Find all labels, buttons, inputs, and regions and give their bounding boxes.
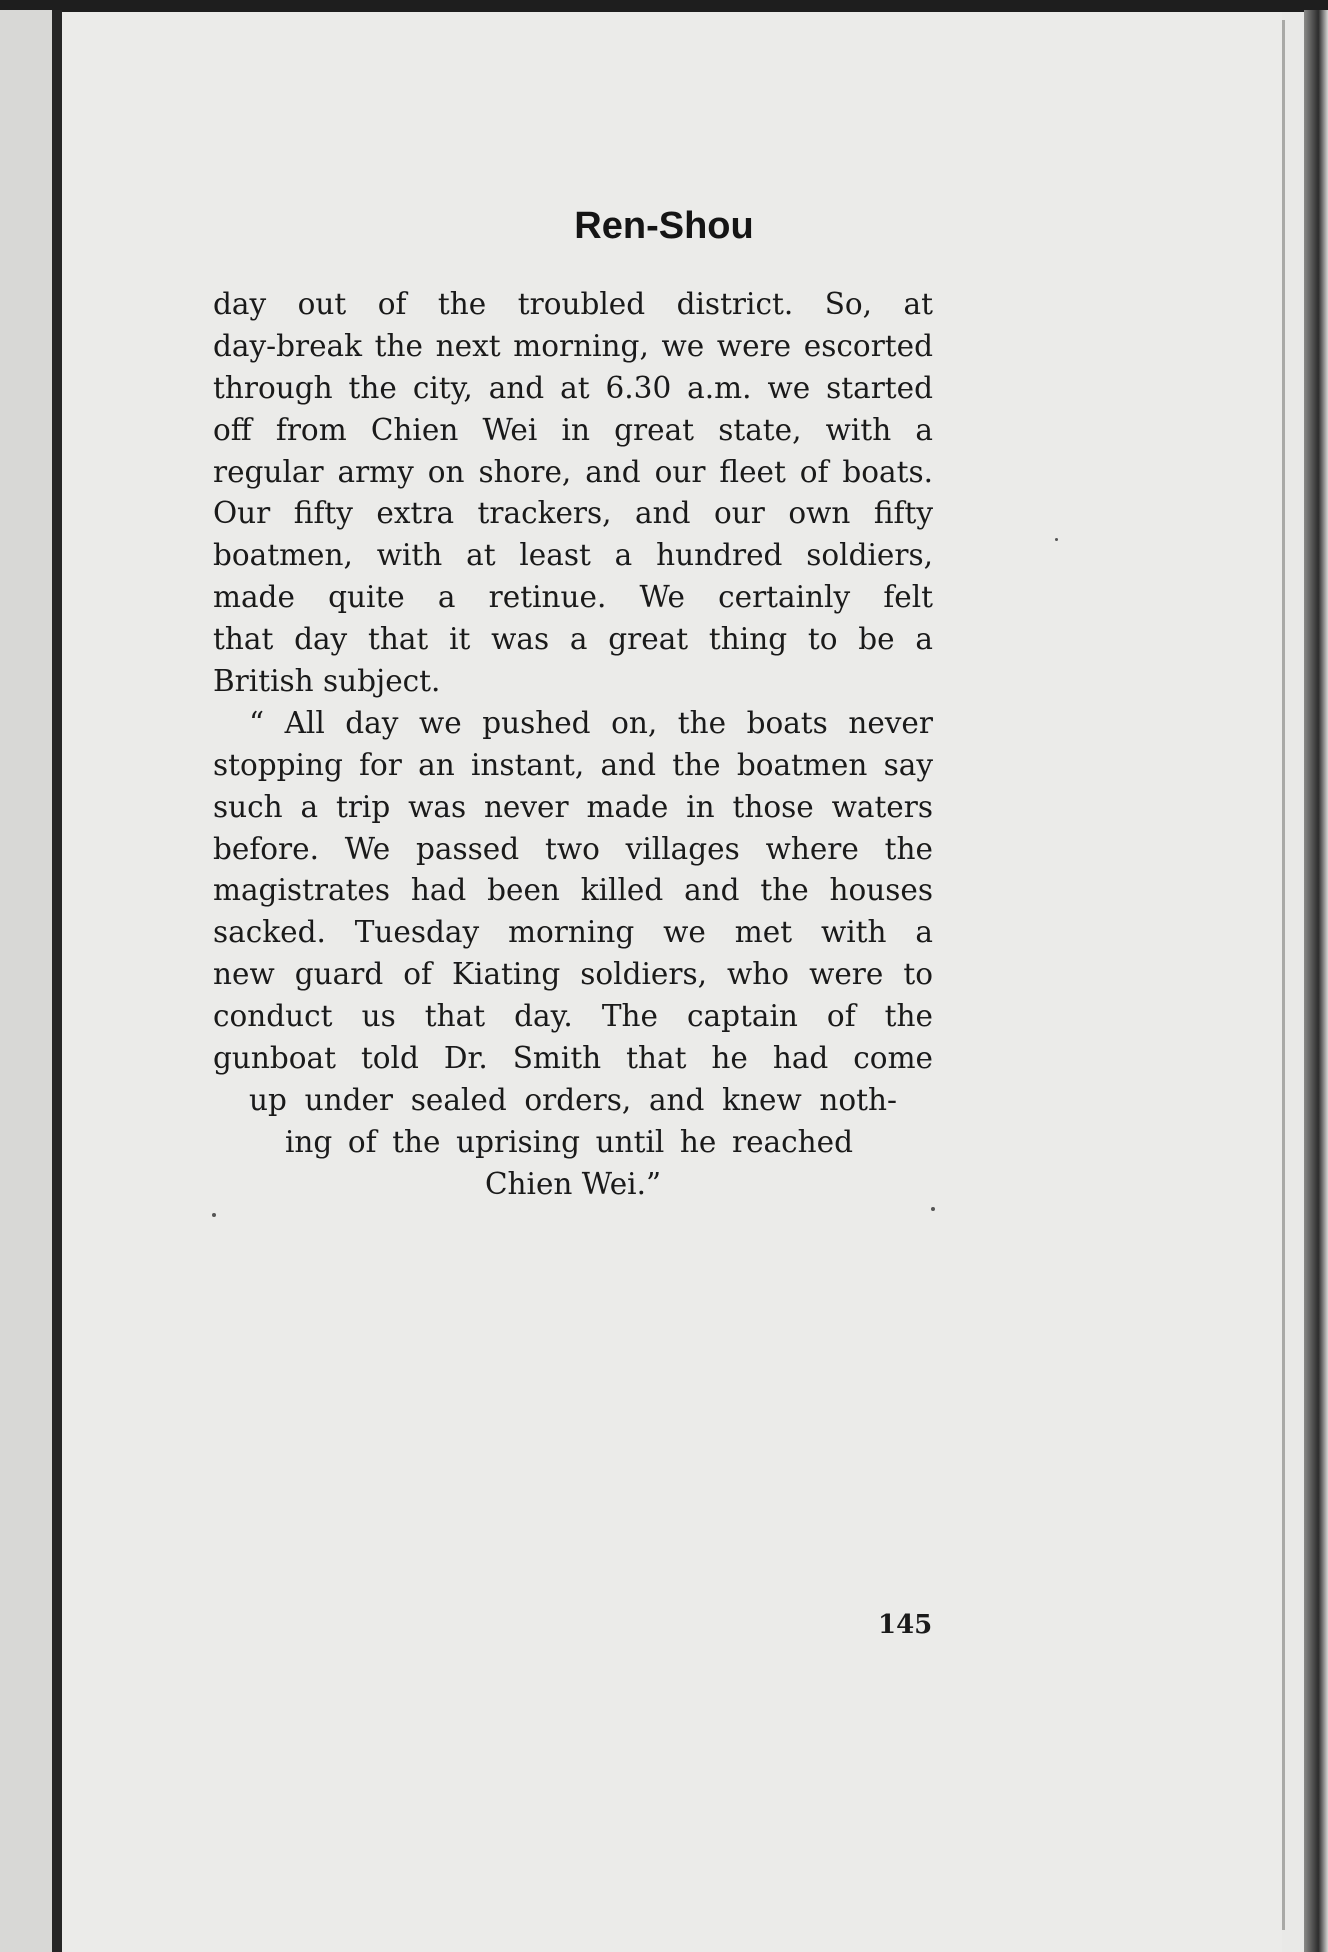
- text-line: boatmen, with at least a hundred soldiers,: [213, 538, 933, 573]
- top-scan-edge: [0, 0, 1328, 12]
- print-speck: [212, 1213, 216, 1217]
- text-line: regular army on shore, and our fleet of boats.: [213, 454, 933, 489]
- text-line: Chien Wei.”: [484, 1166, 662, 1201]
- text-line: that day that it was a great thing to be a: [213, 622, 933, 657]
- text-line: day-break the next morning, we were escorted: [213, 328, 933, 363]
- text-line: gunboat told Dr. Smith that he had come: [213, 1041, 933, 1076]
- page-fold-line: [1282, 20, 1285, 1930]
- text-line: up under sealed orders, and knew noth-: [249, 1082, 897, 1117]
- print-speck: [931, 1207, 935, 1211]
- text-line: ing of the uprising until he reached: [285, 1124, 853, 1159]
- right-page-edge: [1304, 10, 1328, 1952]
- text-line: through the city, and at 6.30 a.m. we started: [213, 370, 933, 405]
- text-line: day out of the troubled district. So, at: [213, 287, 933, 321]
- print-speck: [1055, 538, 1058, 541]
- text-line: “ All day we pushed on, the boats never: [249, 705, 933, 740]
- text-line: conduct us that day. The captain of the: [213, 999, 933, 1034]
- text-line: off from Chien Wei in great state, with a: [213, 412, 933, 447]
- text-line: such a trip was never made in those waters: [213, 789, 933, 824]
- text-line: British subject.: [213, 664, 441, 699]
- page-number: 145: [878, 1610, 933, 1640]
- text-line: new guard of Kiating soldiers, who were to: [213, 957, 933, 992]
- left-margin-strip: [0, 10, 52, 1952]
- text-line: Our fifty extra trackers, and our own fifty: [213, 496, 933, 531]
- binding-shadow: [52, 10, 62, 1952]
- body-text: [213, 284, 933, 1206]
- text-line: made quite a retinue. We certainly felt: [213, 580, 933, 615]
- text-line: stopping for an instant, and the boatmen say: [213, 747, 933, 782]
- text-line: sacked. Tuesday morning we met with a: [213, 915, 933, 950]
- text-line: magistrates had been killed and the houses: [213, 873, 933, 908]
- running-head: Ren-Shou: [574, 205, 754, 247]
- text-line: before. We passed two villages where the: [213, 831, 933, 866]
